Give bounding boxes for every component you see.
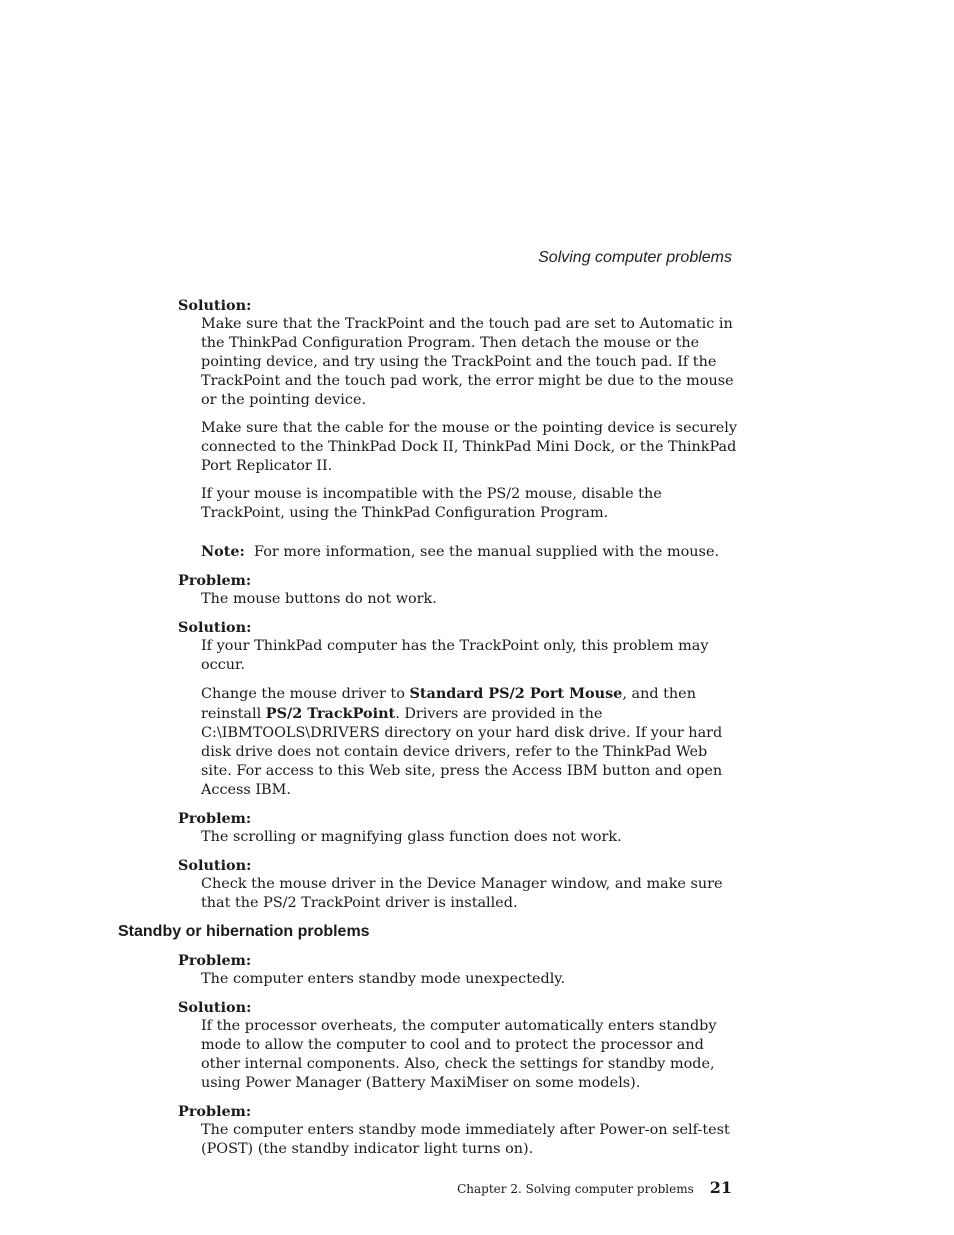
problem-label: Problem: — [178, 1103, 252, 1120]
solution-paragraph: If your ThinkPad computer has the TrackPoint only, this problem may occur. — [201, 638, 709, 673]
footer-chapter: Chapter 2. Solving computer problems — [457, 1182, 694, 1196]
text-run: Change the mouse driver to — [201, 686, 410, 702]
problem-text: The computer enters standby mode unexpectedly. — [201, 971, 566, 987]
solution-paragraph: Make sure that the TrackPoint and the touch pad are set to Automatic in the ThinkPad Configuration Program. Then detach the mouse or the pointing device, and try using the TrackPoint and the touch pad. If the TrackPoint and the touch pad work, the error might be due to the mouse or the pointing device. — [201, 316, 734, 408]
solution-label: Solution: — [178, 297, 252, 314]
problem-text: The computer enters standby mode immediately after Power-on self-test (POST) (the standby indicator light turns on). — [201, 1122, 730, 1157]
solution-paragraph: Make sure that the cable for the mouse or the pointing device is securely connected to the ThinkPad Dock II, ThinkPad Mini Dock, or the ThinkPad Port Replicator II. — [201, 420, 738, 474]
solution-label: Solution: — [178, 619, 252, 636]
page-number: 21 — [709, 1178, 732, 1197]
solution-paragraph: If the processor overheats, the computer automatically enters standby mode to allow the computer to cool and to protect the processor and other internal components. Also, check the settings for standby mode, using Power Manager (Battery MaxiMiser on some models). — [201, 1018, 717, 1091]
running-header: Solving computer problems — [538, 249, 732, 266]
page-footer — [457, 1178, 732, 1197]
note-text: For more information, see the manual supplied with the mouse. — [254, 544, 720, 560]
solution-paragraph — [201, 684, 738, 800]
solution-paragraph: Check the mouse driver in the Device Manager window, and make sure that the PS/2 TrackPoint driver is installed. — [201, 876, 723, 911]
solution-label: Solution: — [178, 857, 252, 874]
problem-label: Problem: — [178, 810, 252, 827]
note-label: Note: — [201, 543, 245, 560]
note — [201, 542, 738, 562]
problem-text: The mouse buttons do not work. — [201, 591, 437, 607]
text-run: , and then reinstall — [201, 686, 696, 722]
driver-name-bold: Standard PS/2 Port Mouse — [409, 685, 623, 702]
problem-label: Problem: — [178, 572, 252, 589]
section-heading: Standby or hibernation problems — [118, 923, 370, 940]
main-content — [118, 296, 738, 1159]
solution-paragraph: If your mouse is incompatible with the PS/2 mouse, disable the TrackPoint, using the ThinkPad Configuration Program. — [201, 486, 662, 521]
solution-label: Solution: — [178, 999, 252, 1016]
problem-label: Problem: — [178, 952, 252, 969]
driver-name-bold: PS/2 TrackPoint — [265, 705, 396, 722]
problem-text: The scrolling or magnifying glass function does not work. — [201, 829, 622, 845]
text-run: . Drivers are provided in the C:\IBMTOOLS\DRIVERS directory on your hard disk drive. If your hard disk drive does not contain device drivers, refer to the ThinkPad Web site. For access to this Web site, press the Access IBM button and open Access IBM. — [201, 706, 723, 798]
